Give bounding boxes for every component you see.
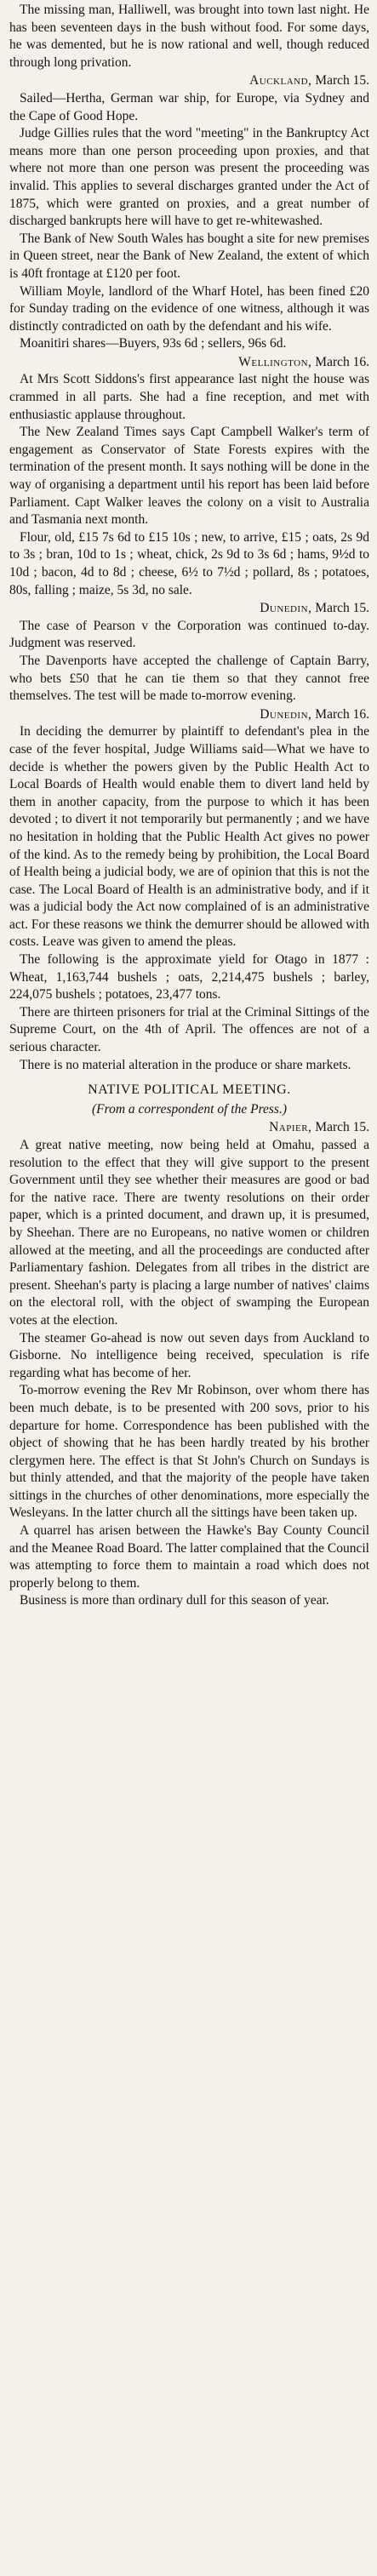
article-paragraph: A quarrel has arisen between the Hawke's Bay County Council and the Meanee Road Board. The latter complained that the Council was attempting to force them to maintain a road which does not properly belong to them. [9,1523,369,1591]
news-paragraph: The New Zealand Times says Capt Campbell Walker's term of engagement as Conservator of State Forests expires with the termination of the present month. It says nothing will be done in the way of organising a department until his report has been laid before Parliament. Capt Walker leaves the colony on a visit to Australia and Tasmania next month. [9,425,369,528]
article-paragraph: Business is more than ordinary dull for this season of year. [20,1593,329,1608]
dateline-place: Dunedin, [260,706,312,722]
news-paragraph: The following is the approximate yield for Otago in 1877 : Wheat, 1,163,744 bushels ; oats, 2,214,475 bushels ; barley, 224,075 bushels ; potatoes, 23,477 tons. [9,952,369,1002]
dateline-place: Dunedin, [260,601,312,616]
dateline-date: March 15. [315,1120,369,1135]
dateline-place: Auckland, [249,73,312,89]
news-paragraph: Judge Gillies rules that the word "meeting" in the Bankruptcy Act means more than one person proceeding upon proxies, and that where not more than one person was present the proceeding was invalid. This applies to several discharges granted under the Act of 1875, which were granted on proxies, and a great number of discharged bankrupts here will have to get re-whitewashed. [9,126,369,229]
dateline-date: March 16. [315,706,369,722]
news-paragraph: The Davenports have accepted the challenge of Captain Barry, who bets £50 that he can tie them so that they cannot free themselves. The test will be made to-morrow evening. [9,653,369,704]
dateline-dunedin-15 [9,600,369,618]
news-paragraph: Moanitiri shares—Buyers, 93s 6d ; sellers, 96s 6d. [20,336,287,351]
news-paragraph: Sailed—Hertha, German war ship, for Europe, via Sydney and the Cape of Good Hope. [9,90,369,123]
news-paragraph: At Mrs Scott Siddons's first appearance last night the house was crammed in all parts. She had a fine reception, and met with enthusiastic applause throughout. [9,372,369,422]
dateline-place: Wellington, [238,354,312,369]
news-paragraph: The Bank of New South Wales has bought a site for new premises in Queen street, near the Bank of New Zealand, the extent of which is 40ft frontage at £120 per foot. [9,231,369,281]
news-paragraph: There are thirteen prisoners for trial at the Criminal Sittings of the Supreme Court, on the 4th of April. The offences are not of a serious character. [9,1004,369,1055]
intro-paragraph: The missing man, Halliwell, was brought into town last night. He has been seventeen days in the bush without food. For some days, he was demented, but he is now rational and well, though reduced through long privation. [9,3,369,70]
dateline-place: Napier, [269,1120,312,1135]
dateline-date: March 16. [315,354,369,369]
dateline-date: March 15. [315,73,369,89]
news-paragraph: The case of Pearson v the Corporation was continued to-day. Judgment was reserved. [9,618,369,651]
news-paragraph: In deciding the demurrer by plaintiff to defendant's plea in the case of the fever hospital, Judge Williams said—What we have to decide is whether the powers given by the Public Health Act to Local Boards of Health would enable them to divert land held by them in another capacity, from the purpose to which it has been devoted ; to divert it not temporarily but permanently ; and we have no hesitation in holding that the Public Health Act gives no power of the kind. As to the remedy being by prohibition, the Local Board of Health being a judicial body, we are of opinion that this is not the case. The Local Board of Health is an administrative body, and if it was a judicial body the Act now complained of is an administrative act. For these reasons we think the demurrer should be allowed with costs. Leave was given to amend the pleas. [9,724,369,950]
dateline-auckland [9,72,369,90]
dateline-wellington [9,354,369,372]
article-heading: NATIVE POLITICAL MEETING. [88,1082,291,1098]
article-subheading: (From a correspondent of the Press.) [91,1101,288,1117]
dateline-napier [9,1119,369,1137]
news-paragraph: There is no material alteration in the produce or share markets. [20,1057,351,1072]
news-paragraph: Flour, old, £15 7s 6d to £15 10s ; new, to arrive, £15 ; oats, 2s 9d to 3s ; bran, 10d to 1s ; wheat, chick, 2s 9d to 3s 6d ; hams, 9½d to 10d ; bacon, 4d to 8d ; cheese, 6½ to 7½d ; pollard, 8s ; potatoes, 80s, falling ; maize, 5s 3d, no sale. [9,529,369,597]
dateline-date: March 15. [315,601,369,616]
dateline-dunedin-16 [9,706,369,724]
article-paragraph: To-morrow evening the Rev Mr Robinson, over whom there has been much debate, is to be presented with 200 sovs, prior to his departure for home. Correspondence has been published with the object of showing that he has been hardly treated by his brother clergymen here. The effect is that St John's Church on Sundays is but thinly attended, and that the majority of the people have taken sittings in the churches of other denominations, more especially the Wesleyans. In the latter church all the sittings have been taken up. [9,1383,369,1521]
article-paragraph: The steamer Go-ahead is now out seven days from Auckland to Gisborne. No intelligence being received, speculation is rife regarding what has become of her. [9,1330,369,1380]
news-paragraph: William Moyle, landlord of the Wharf Hotel, has been fined £20 for Sunday trading on the evidence of one witness, although it was distinctly contradicted on oath by the defendant and his wife. [9,283,369,334]
article-paragraph: A great native meeting, now being held at Omahu, passed a resolution to the effect that they will give support to the present Government until they see whether their measures are good or bad for the native race. There are twenty resolutions on their order paper, which is a printed document, and drawn up, it is presumed, by Sheehan. There are no Europeans, no native women or children allowed at the meeting, and all the proceedings are conducted after Parliamentary fashion. Delegates from all tribes in the district are present. Sheehan's party is placing a large number of natives' claims on the electoral roll, with the object of swamping the European votes at the election. [9,1138,369,1328]
